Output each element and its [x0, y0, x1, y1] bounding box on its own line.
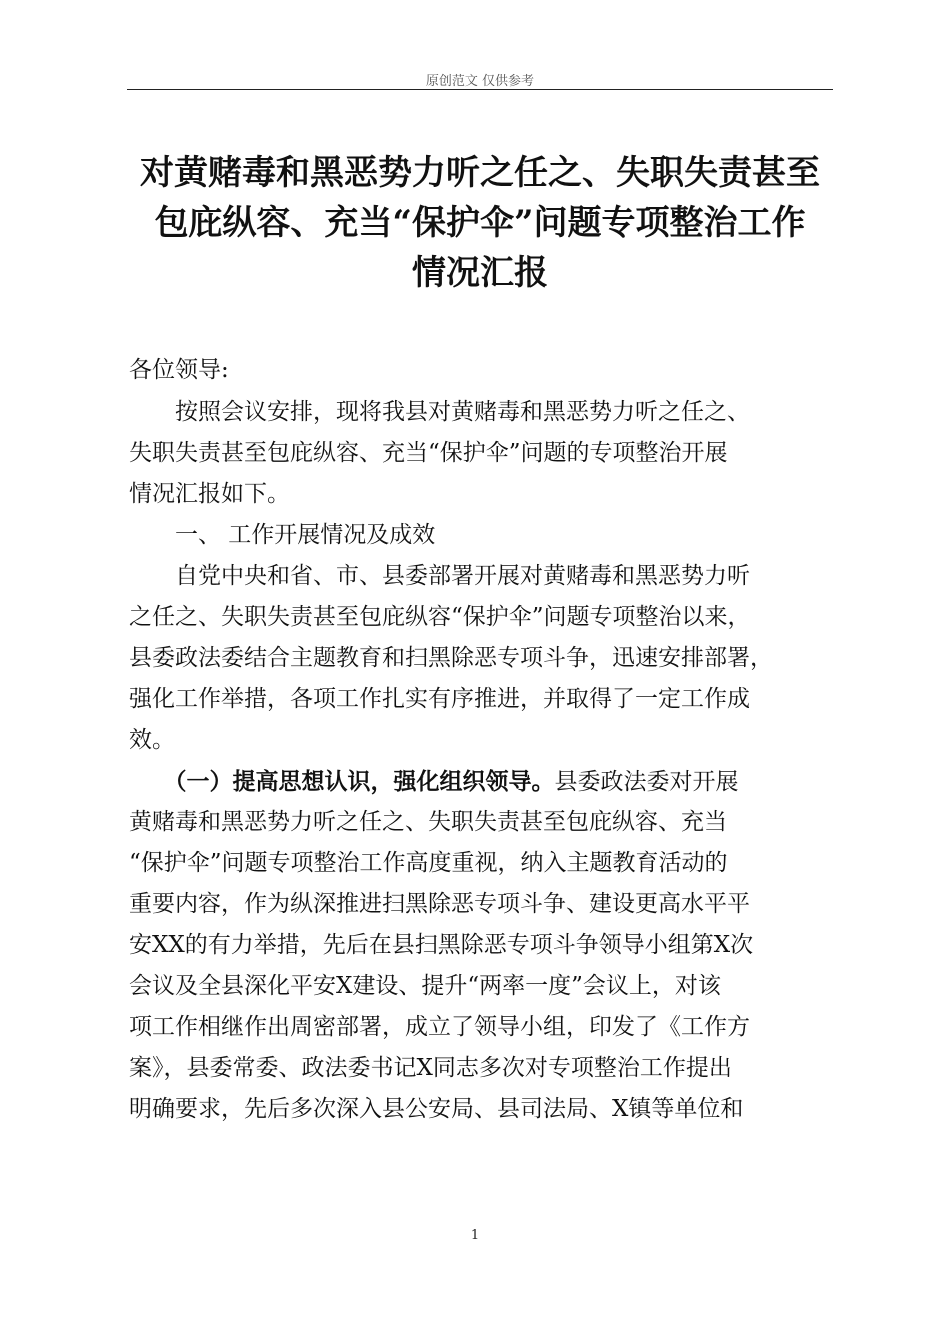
paragraph-line: 自党中央和省、市、县委部署开展对黄赌毒和黑恶势力听 — [129, 563, 750, 589]
paragraph-line: 黄赌毒和黑恶势力听之任之、失职失责甚至包庇纵容、充当 — [129, 809, 727, 835]
paragraph-line: 安XX的有力举措，先后在县扫黑除恶专项斗争领导小组第X次 — [129, 932, 754, 958]
document-title — [120, 148, 840, 298]
document-body — [129, 350, 835, 1130]
paragraph-line: 按照会议安排，现将我县对黄赌毒和黑恶势力听之任之、 — [129, 399, 750, 425]
paragraph-line — [129, 761, 835, 802]
section-heading: 一、 工作开展情况及成效 — [129, 522, 436, 548]
title-line: 情况汇报 — [412, 253, 548, 293]
salutation: 各位领导: — [129, 357, 229, 383]
paragraph-line: 之任之、失职失责甚至包庇纵容“保护伞”问题专项整治以来， — [129, 604, 751, 630]
paragraph-line: “保护伞”问题专项整治工作高度重视，纳入主题教育活动的 — [129, 850, 728, 876]
title-line: 对黄赌毒和黑恶势力听之任之、失职失责甚至 — [140, 153, 820, 193]
paragraph-line: 重要内容，作为纵深推进扫黑除恶专项斗争、建设更高水平平 — [129, 891, 750, 917]
paragraph-line: 案》，县委常委、政法委书记X同志多次对专项整治工作提出 — [129, 1055, 732, 1081]
subsection-lead: （一）提高思想认识，强化组织领导。 — [129, 768, 555, 795]
paragraph-line: 失职失责甚至包庇纵容、充当“保护伞”问题的专项整治开展 — [129, 440, 728, 466]
title-line: 包庇纵容、充当“保护伞”问题专项整治工作 — [154, 203, 806, 243]
paragraph-line: 会议及全县深化平安X建设、提升“两率一度”会议上，对该 — [129, 973, 721, 999]
header-note: 原创范文 仅供参考 — [425, 74, 535, 89]
intro-paragraph — [129, 392, 835, 515]
section-paragraph — [129, 556, 835, 761]
paragraph-line: 项工作相继作出周密部署，成立了领导小组，印发了《工作方 — [129, 1014, 750, 1040]
paragraph-line: 情况汇报如下。 — [129, 481, 290, 507]
paragraph-line: 强化工作举措，各项工作扎实有序推进，并取得了一定工作成 — [129, 686, 750, 712]
subsection-paragraph — [129, 761, 835, 1130]
paragraph-line: 效。 — [129, 727, 175, 753]
header-rule — [127, 89, 833, 90]
paragraph-line: 明确要求，先后多次深入县公安局、县司法局、X镇等单位和 — [129, 1096, 744, 1122]
subsection-text: 县委政法委对开展 — [554, 769, 739, 795]
paragraph-line: 县委政法委结合主题教育和扫黑除恶专项斗争，迅速安排部署， — [129, 645, 773, 671]
page-number: 1 — [470, 1228, 480, 1243]
